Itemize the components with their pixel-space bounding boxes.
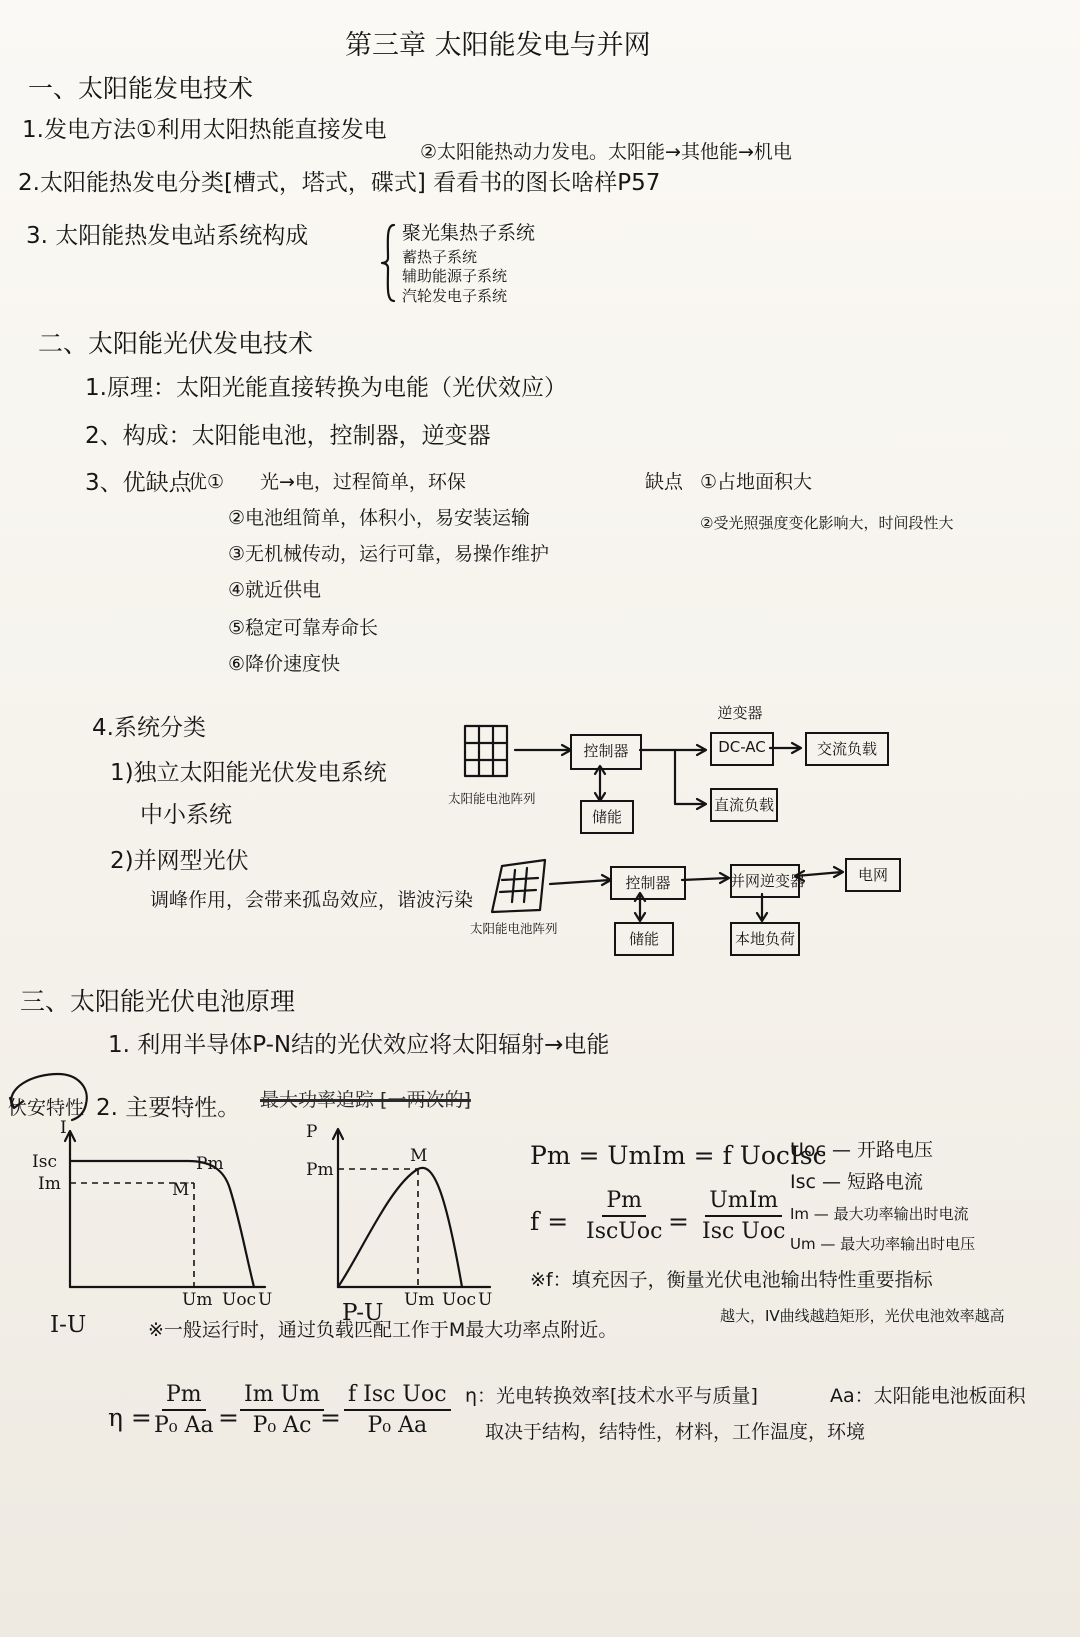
composition: 2、构成：太阳能电池，控制器，逆变器 xyxy=(85,423,491,449)
main-characteristics: 2. 主要特性。 xyxy=(96,1095,241,1121)
grid-system-sub: 调峰作用，会带来孤岛效应，谐波污染 xyxy=(150,889,474,911)
storage-label-2: 储能 xyxy=(628,930,659,948)
iu-um-label: Um xyxy=(182,1290,213,1310)
section-1-item-3: 3. 太阳能热发电站系统构成 xyxy=(26,223,309,249)
iu-x-axis-label: U xyxy=(258,1290,273,1310)
pn-junction-principle: 1. 利用半导体P-N结的光伏效应将太阳辐射→电能 xyxy=(108,1032,610,1058)
dc-load-label: 直流负载 xyxy=(713,796,774,814)
fill-factor-lhs: f = xyxy=(530,1207,569,1236)
ff-den-1: IscUoc xyxy=(586,1219,663,1244)
controller-label-2: 控制器 xyxy=(625,874,671,892)
iu-pm-label: Pm xyxy=(196,1154,224,1174)
page-title: 第三章 太阳能发电与并网 xyxy=(345,30,651,61)
local-load-label: 本地负荷 xyxy=(734,930,795,948)
fill-factor-fraction-2 xyxy=(698,1188,789,1244)
eta-den-2: P₀ Ac xyxy=(252,1413,312,1438)
pu-um-label: Um xyxy=(404,1290,435,1310)
pm-formula: Pm = UmIm = f UocIsc xyxy=(530,1141,827,1170)
ff-equals: = xyxy=(668,1207,689,1236)
grid-system-title: 2)并网型光伏 xyxy=(110,848,249,874)
section-1-item-1: 1.发电方法①利用太阳热能直接发电 xyxy=(22,117,387,143)
fill-factor-note-1: ※f：填充因子，衡量光伏电池输出特性重要指标 xyxy=(530,1269,933,1291)
ff-num-2: UmIm xyxy=(705,1188,782,1217)
panel-area-definition: Aa：太阳能电池板面积 xyxy=(830,1385,1026,1407)
disadvantage-1: ①占地面积大 xyxy=(700,471,813,493)
pu-pm-label: Pm xyxy=(306,1160,334,1180)
eta-num-2: Im Um xyxy=(240,1382,324,1411)
mpp-note: ※一般运行时，通过负载匹配工作于M最大功率点附近。 xyxy=(148,1319,618,1341)
fill-factor-fraction-1 xyxy=(582,1188,666,1244)
advantage-4: ④就近供电 xyxy=(228,579,322,601)
section-1-item-1b: ②太阳能热动力发电。太阳能→其他能→机电 xyxy=(420,141,792,163)
pu-uoc-label: Uoc xyxy=(442,1290,477,1310)
storage-label: 储能 xyxy=(591,808,622,826)
iu-isc-label: Isc xyxy=(32,1152,57,1172)
eta-lhs: η = xyxy=(108,1403,152,1432)
section-2-heading: 二、太阳能光伏发电技术 xyxy=(38,329,314,358)
standalone-system-title: 1)独立太阳能光伏发电系统 xyxy=(110,760,387,786)
inverter-label: DC-AC xyxy=(718,738,766,756)
pu-x-axis-label: U xyxy=(478,1290,493,1310)
disadvantages-label: 缺点 xyxy=(645,471,684,493)
principle: 1.原理：太阳光能直接转换为电能（光伏效应） xyxy=(85,375,567,401)
eta-equals-2: = xyxy=(320,1403,341,1432)
pu-m-label: M xyxy=(410,1146,428,1166)
advantages-label: 优① xyxy=(188,471,225,493)
ac-load-label: 交流负载 xyxy=(816,740,877,758)
inverter-note: 逆变器 xyxy=(717,704,763,722)
eta-fraction-3 xyxy=(344,1382,451,1438)
eta-den-3: P₀ Aa xyxy=(367,1413,428,1438)
legend-um: Um — 最大功率输出时电压 xyxy=(790,1235,976,1253)
fill-factor-note-2: 越大，IV曲线越趋矩形，光伏电池效率越高 xyxy=(720,1307,1005,1325)
controller-label: 控制器 xyxy=(583,742,629,760)
iu-y-axis-label: I xyxy=(60,1118,67,1138)
margin-note: 伏安特性 xyxy=(8,1097,85,1119)
iu-m-label: M xyxy=(172,1180,190,1200)
legend-im: Im — 最大功率输出时电流 xyxy=(790,1205,969,1223)
iu-uoc-label: Uoc xyxy=(222,1290,257,1310)
system-classification: 4.系统分类 xyxy=(92,715,206,741)
eta-dependence: 取决于结构，结特性，材料，工作温度，环境 xyxy=(485,1421,866,1443)
component-1: 聚光集热子系统 xyxy=(402,222,536,244)
section-1-item-2: 2.太阳能热发电分类[槽式，塔式，碟式] 看看书的图长啥样P57 xyxy=(18,170,661,196)
struck-text: 最大功率追踪 [一两次的] xyxy=(260,1089,471,1111)
section-1-heading: 一、太阳能发电技术 xyxy=(28,74,254,103)
component-3: 辅助能源子系统 xyxy=(402,267,508,285)
eta-num-1: Pm xyxy=(162,1382,206,1411)
ff-den-2: Isc Uoc xyxy=(702,1219,786,1244)
eta-den-1: P₀ Aa xyxy=(154,1413,214,1438)
standalone-system-sub: 中小系统 xyxy=(140,802,232,828)
disadvantage-2: ②受光照强度变化影响大，时间段性大 xyxy=(700,514,954,532)
eta-equals-1: = xyxy=(218,1403,239,1432)
iu-caption: I-U xyxy=(50,1312,87,1338)
eta-num-3: f Isc Uoc xyxy=(344,1382,451,1411)
iu-curve-chart xyxy=(40,1125,280,1305)
grid-label: 电网 xyxy=(857,866,888,884)
advantage-3: ③无机械传动，运行可靠，易操作维护 xyxy=(228,543,550,565)
legend-uoc: Uoc — 开路电压 xyxy=(790,1139,934,1161)
eta-fraction-1 xyxy=(150,1382,218,1438)
eta-definition: η：光电转换效率[技术水平与质量] xyxy=(465,1385,758,1407)
brace-icon xyxy=(380,222,398,304)
pu-caption: P-U xyxy=(342,1300,384,1326)
advantage-6: ⑥降价速度快 xyxy=(228,653,341,675)
advantage-5: ⑤稳定可靠寿命长 xyxy=(228,617,379,639)
pros-cons-label: 3、优缺点 xyxy=(85,470,192,496)
grid-inverter-label: 并网逆变器 xyxy=(730,872,806,890)
ff-num-1: Pm xyxy=(602,1188,646,1217)
section-3-heading: 三、太阳能光伏电池原理 xyxy=(20,987,296,1016)
iu-im-label: Im xyxy=(38,1174,61,1194)
panel-label-2: 太阳能电池阵列 xyxy=(470,921,558,936)
component-2: 蓄热子系统 xyxy=(402,248,478,266)
eta-fraction-2 xyxy=(240,1382,324,1438)
legend-isc: Isc — 短路电流 xyxy=(790,1171,924,1193)
advantage-2: ②电池组简单，体积小，易安装运输 xyxy=(228,507,531,529)
pu-y-axis-label: P xyxy=(306,1122,318,1142)
panel-label-1: 太阳能电池阵列 xyxy=(448,791,536,806)
component-4: 汽轮发电子系统 xyxy=(402,287,508,305)
advantage-1: 光→电，过程简单，环保 xyxy=(260,471,466,493)
